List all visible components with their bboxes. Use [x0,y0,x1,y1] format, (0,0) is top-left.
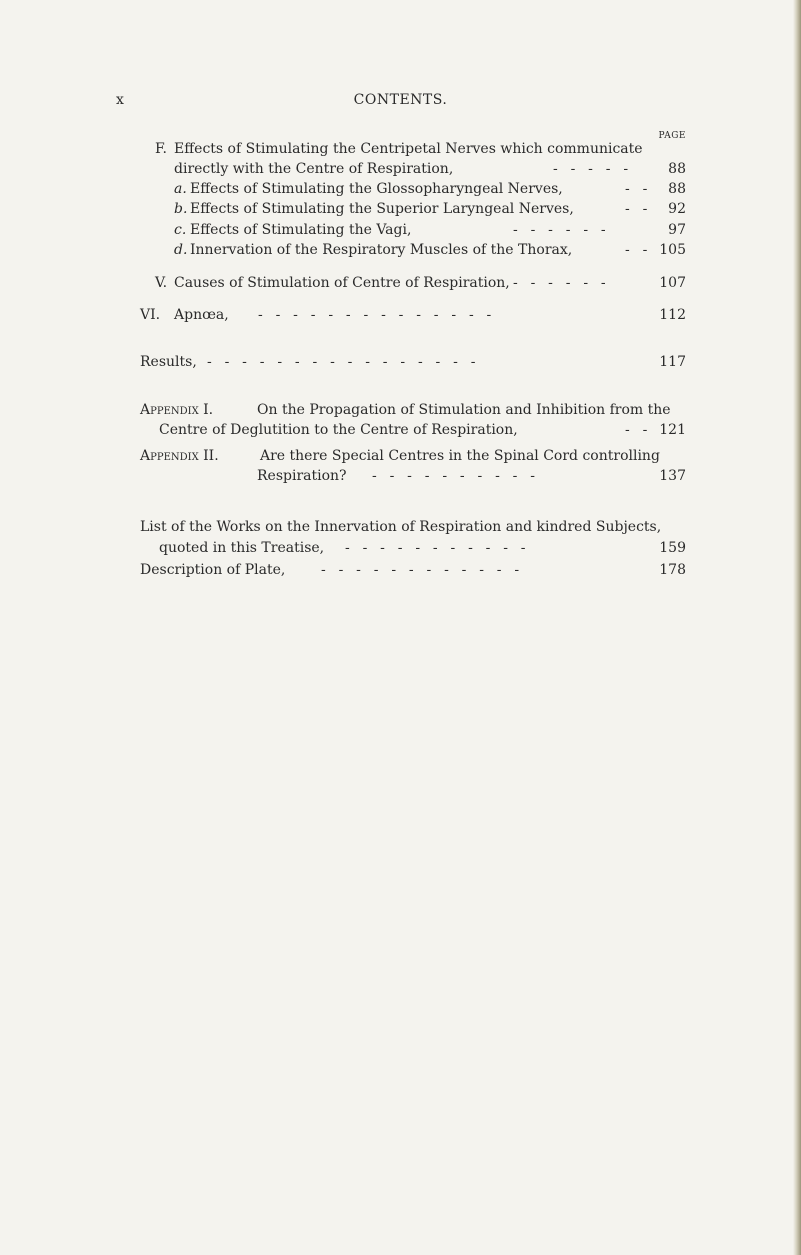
toc-entry-description-of-plate [0,562,801,582]
toc-page: 97 [668,222,686,238]
toc-marker: Appendix II. [140,448,219,464]
toc-text: Are there Special Centres in the Spinal Cord controlling [260,448,660,464]
toc-page: 112 [659,307,686,323]
toc-entry-b [0,201,801,221]
toc-entry-appendix-ii-line2 [0,468,801,488]
dot-leader: - - [625,201,652,217]
toc-page: 92 [668,201,686,217]
toc-entry-d [0,242,801,262]
dot-leader: - - - - - - - - - - - - - - [258,307,496,323]
toc-page: 117 [659,354,686,370]
running-title: CONTENTS. [353,92,448,108]
toc-page: 137 [659,468,686,484]
dot-leader: - - [625,242,652,258]
page-header [0,92,801,112]
toc-text: Description of Plate, [140,562,286,578]
toc-entry-a [0,181,801,201]
toc-text: Effects of Stimulating the Superior Laryngeal Nerves, [190,201,574,217]
dot-leader: - - - - - [553,161,633,177]
toc-entry-appendix-ii-line1 [0,448,801,468]
toc-page: 107 [659,275,686,291]
toc-entry-vi [0,307,801,327]
dot-leader: - - - - - - - - - - - - - - - - [207,354,480,370]
toc-marker: V. [155,275,168,291]
toc-page: 105 [659,242,686,258]
toc-text: Apnœa, [174,307,229,323]
toc-page: 88 [668,161,686,177]
dot-leader: - - [625,422,652,438]
toc-entry-v [0,275,801,295]
toc-text: Effects of Stimulating the Vagi, [190,222,412,238]
toc-text: directly with the Centre of Respiration, [174,161,454,177]
toc-text: Causes of Stimulation of Centre of Respiration, [174,275,510,291]
toc-entry-appendix-i-line2 [0,422,801,442]
toc-marker: Appendix I. [140,402,214,418]
toc-entry-c [0,222,801,242]
dot-leader: - - - - - - - - - - [372,468,540,484]
toc-text: List of the Works on the Innervation of Respiration and kindred Subjects, [140,519,662,535]
toc-marker: c. [174,222,187,238]
toc-marker: b. [174,201,188,217]
toc-entry-appendix-i-line1 [0,402,801,422]
toc-page: 178 [659,562,686,578]
toc-text: Effects of Stimulating the Centripetal Nerves which communicate [174,141,643,157]
toc-marker: a. [174,181,187,197]
toc-text: On the Propagation of Stimulation and Inhibition from the [257,402,671,418]
dot-leader: - - - - - - [513,222,610,238]
dot-leader: - - - - - - - - - - - - [321,562,524,578]
toc-page: 159 [659,540,686,556]
dot-leader: - - [625,181,652,197]
toc-text: quoted in this Treatise, [159,540,325,556]
toc-entry-list-of-works-line2 [0,540,801,560]
page-column-label: PAGE [658,131,686,141]
toc-entry-f-line2 [0,161,801,181]
toc-marker: VI. [140,307,161,323]
dot-leader: - - - - - - [513,275,610,291]
toc-text: Effects of Stimulating the Glossopharyngeal Nerves, [190,181,563,197]
toc-text: Results, [140,354,197,370]
toc-page: 88 [668,181,686,197]
toc-marker: d. [174,242,188,258]
toc-text: Centre of Deglutition to the Centre of Respiration, [159,422,518,438]
toc-text: Innervation of the Respiratory Muscles of the Thorax, [190,242,573,258]
toc-entry-f-line1 [0,141,801,161]
toc-text: Respiration? [257,468,347,484]
toc-marker: F. [155,141,167,157]
dot-leader: - - - - - - - - - - - [345,540,530,556]
toc-entry-results [0,354,801,374]
toc-entry-list-of-works-line1 [0,519,801,539]
toc-page: 121 [659,422,686,438]
page-number: x [116,92,124,108]
